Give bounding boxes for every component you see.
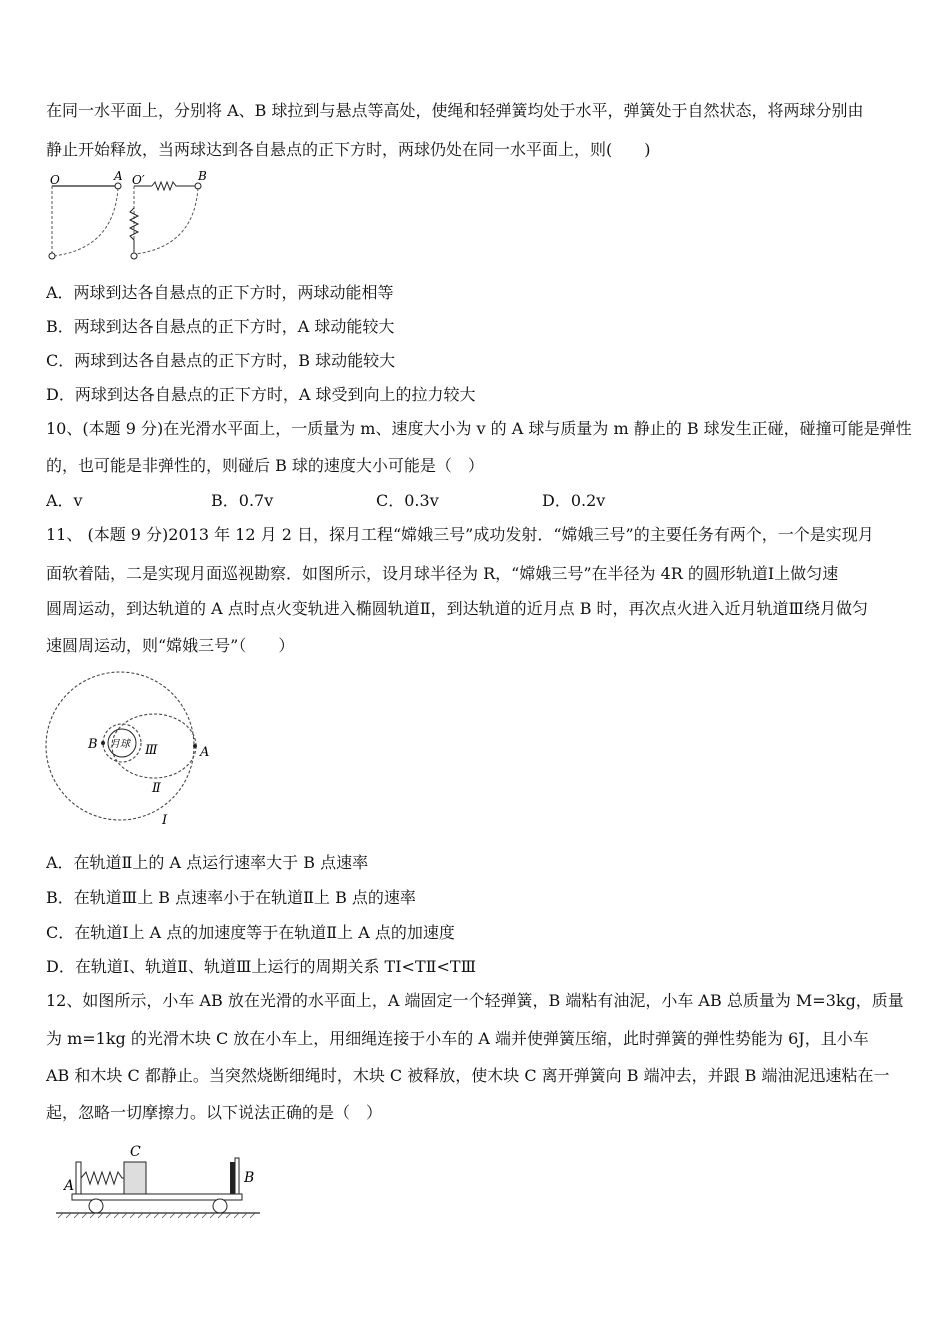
q12-cart-figure xyxy=(54,1140,268,1220)
q12-stem-line4: 起，忽略一切摩擦力。以下说法正确的是（ ） xyxy=(46,1103,383,1122)
q9-stem-line1: 在同一水平面上，分别将 A、B 球拉到与悬点等高处，使绳和轻弹簧均处于水平，弹簧处于自然状态，将两球分别由 xyxy=(46,101,864,120)
q10-option-b: B．0.7v xyxy=(211,491,274,510)
q10-stem-line1: 10、(本题 9 分)在光滑水平面上，一质量为 m、速度大小为 v 的 A 球与质量为 m 静止的 B 球发生正碰，碰撞可能是弹性 xyxy=(46,419,912,438)
fig9-label-o: O xyxy=(50,173,60,187)
fig11-label-orbit3: Ⅲ xyxy=(145,743,158,758)
q9-option-b: B．两球到达各自悬点的正下方时，A 球动能较大 xyxy=(46,317,395,336)
q9-stem-line2: 静止开始释放，当两球达到各自悬点的正下方时，两球仍处在同一水平面上，则( ) xyxy=(46,140,651,159)
fig9-label-o2: O′ xyxy=(132,173,145,187)
fig9-spring-horizontal xyxy=(152,182,196,190)
q11-stem-line2: 面软着陆，二是实现月面巡视勘察．如图所示，设月球半径为 R，“嫦娥三号”在半径为 4R 的圆形轨道Ⅰ上做匀速 xyxy=(46,564,839,583)
q10-stem-line2: 的，也可能是非弹性的，则碰后 B 球的速度大小可能是（ ） xyxy=(46,456,484,475)
q11-option-d: D．在轨道Ⅰ、轨道Ⅱ、轨道Ⅲ上运行的周期关系 TⅠ<TⅡ<TⅢ xyxy=(46,957,476,976)
q11-stem-line4: 速圆周运动，则“嫦娥三号”（ ） xyxy=(46,636,295,655)
fig12-wheel-right xyxy=(213,1199,227,1213)
fig11-label-a: A xyxy=(200,745,210,760)
q10-option-d: D．0.2v xyxy=(542,491,606,510)
fig12-mud-b xyxy=(230,1162,235,1194)
fig12-label-a: A xyxy=(64,1178,75,1194)
fig11-label-orbit1: Ⅰ xyxy=(162,813,168,828)
fig12-end-wall-b xyxy=(235,1158,239,1194)
q11-option-a: A．在轨道Ⅱ上的 A 点运行速率大于 B 点速率 xyxy=(46,853,369,872)
fig11-label-orbit2: Ⅱ xyxy=(152,781,161,796)
q12-stem-line3: AB 和木块 C 都静止。当突然烧断细绳时，木块 C 被释放，使木块 C 离开弹簧向 B 端冲去，并跟 B 端油泥迅速粘在一 xyxy=(46,1066,890,1085)
q12-stem-line1: 12、如图所示，小车 AB 放在光滑的水平面上，A 端固定一个轻弹簧，B 端粘有油泥，小车 AB 总质量为 M=3kg，质量 xyxy=(46,991,904,1010)
q11-stem-line3: 圆周运动，到达轨道的 A 点时点火变轨进入椭圆轨道Ⅱ，到达轨道的近月点 B 时，再次点火进入近月轨道Ⅲ绕月做匀 xyxy=(46,599,868,618)
q9-option-a: A．两球到达各自悬点的正下方时，两球动能相等 xyxy=(46,283,394,302)
q11-stem-line1: 11、 (本题 9 分)2013 年 12 月 2 日，探月工程“嫦娥三号”成功发射．“嫦娥三号”的主要任务有两个，一个是实现月 xyxy=(46,525,874,544)
q10-option-a: A．v xyxy=(46,491,83,510)
fig11-moon-label: 月球 xyxy=(110,739,130,750)
fig12-label-b: B xyxy=(244,1170,255,1186)
q12-stem-line2: 为 m=1kg 的光滑木块 C 放在小车上，用细绳连接于小车的 A 端并使弹簧压缩，此时弹簧的弹性势能为 6J，且小车 xyxy=(46,1029,869,1048)
fig9-ball-b-bottom xyxy=(131,253,137,259)
q10-option-c: C．0.3v xyxy=(376,491,439,510)
q11-orbit-figure xyxy=(44,670,224,832)
fig12-wheel-left xyxy=(89,1199,103,1213)
q9-option-c: C．两球到达各自悬点的正下方时，B 球动能较大 xyxy=(46,351,396,370)
fig9-arc-b xyxy=(136,188,198,254)
q9-option-d: D．两球到达各自悬点的正下方时，A 球受到向上的拉力较大 xyxy=(46,385,476,404)
fig11-point-a xyxy=(193,744,197,748)
fig9-spring-vertical xyxy=(130,208,138,252)
fig11-point-b xyxy=(101,741,105,745)
fig12-spring xyxy=(81,1172,124,1184)
fig9-arc-a xyxy=(54,188,118,256)
fig11-label-b: B xyxy=(88,737,98,752)
q11-option-c: C．在轨道Ⅰ上 A 点的加速度等于在轨道Ⅱ上 A 点的加速度 xyxy=(46,923,455,942)
fig9-label-b: B xyxy=(198,169,207,183)
fig12-end-wall-a xyxy=(76,1162,81,1194)
fig12-block-c xyxy=(124,1162,146,1194)
q11-option-b: B．在轨道Ⅲ上 B 点速率小于在轨道Ⅱ上 B 点的速率 xyxy=(46,888,416,907)
q9-pendulum-figure xyxy=(44,168,214,264)
fig12-label-c: C xyxy=(130,1144,141,1160)
fig9-ball-a-bottom xyxy=(49,253,55,259)
fig12-ground-hatching xyxy=(58,1213,255,1218)
fig9-label-a: A xyxy=(114,169,123,183)
